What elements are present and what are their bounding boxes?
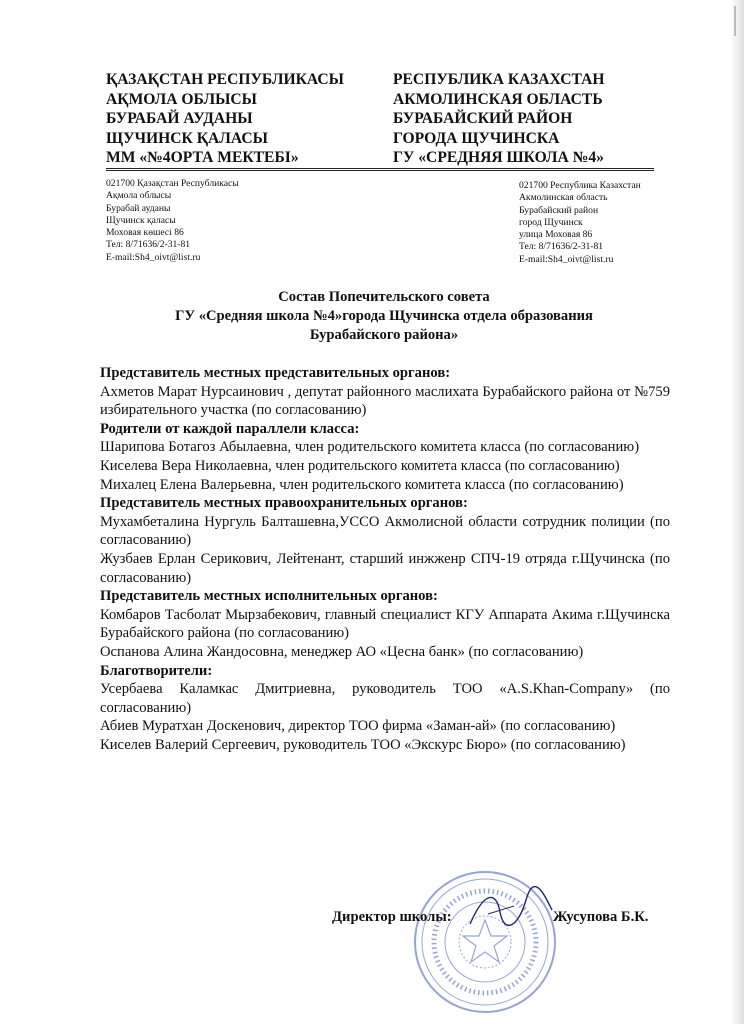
address-kz-line: Моховая көшесі 86 [106,227,184,239]
member-entry: Ахметов Марат Нурсаинович , депутат районного маслихата Бурабайского района от №759 избирательного участка (по согласованию) [100,383,670,419]
title-line: Бурабайского района» [309,327,459,343]
member-entry: Шарипова Ботагоз Абылаевна, член родительского комитета класса (по согласованию) [100,439,640,456]
header-ru-line: БУРАБАЙСКИЙ РАЙОН [393,110,573,128]
member-entry: Киселев Валерий Сергеевич, руководитель ТОО «Экскурс Бюро» (по согласованию) [100,736,626,753]
address-kazakh-block [106,178,239,264]
header-kazakh-block [106,70,344,168]
section-heading: Благотворители: [100,662,213,679]
header-ru-line: ГУ «СРЕДНЯЯ ШКОЛА №4» [393,149,604,167]
member-entry: Мухамбеталина Нургуль Балташевна,УССО Акмолисной области сотрудник полиции (по согласованию) [100,513,670,549]
address-ru-line: Бурабайский район [519,204,599,216]
address-ru-line: Тел: 8/71636/2-31-81 [519,241,604,253]
address-kz-line: Щучинск қаласы [106,214,176,226]
member-entry: Оспанова Алина Жандосовна, менеджер АО «Цесна банк» (по согласованию) [100,643,584,660]
address-kz-email: E-mail:Sh4_oivt@list.ru [106,251,201,263]
scan-edge-shadow [730,0,744,1024]
member-entry: Комбаров Тасболат Мырзабекович, главный специалист КГУ Аппарата Акима г.Щучинска Бурабайского района (по согласованию) [100,606,670,642]
address-ru-line: город Щучинск [519,216,583,228]
member-entry: Михалец Елена Валерьевна, член родительского комитета класса (по согласованию) [100,476,624,493]
header-ru-line: АКМОЛИНСКАЯ ОБЛАСТЬ [393,90,603,108]
header-divider [106,168,654,171]
address-russian-block [519,180,641,266]
title-line: ГУ «Средняя школа №4»города Щучинска отдела образования [175,308,593,324]
address-ru-line: 021700 Республика Казахстан [519,180,641,191]
section-heading: Родители от каждой параллели класса: [100,420,360,437]
address-ru-line: Акмолинская область [519,192,608,204]
document-title [100,288,668,345]
address-kz-line: 021700 Қазақстан Республикасы [106,178,239,189]
member-entry: Жузбаев Ерлан Серикович, Лейтенант, старший инжженр СПЧ-19 отряда г.Щучинска (по согласованию) [100,550,670,586]
director-name: Жусупова Б.К. [553,909,649,925]
member-entry: Абиев Муратхан Доскенович, директор ТОО фирма «Заман-ай» (по согласованию) [100,718,616,735]
signature-label: Директор школы: [332,909,452,925]
scan-corner-mark [724,6,736,36]
member-entry: Киселева Вера Николаевна, член родительского комитета класса (по согласованию) [100,457,620,474]
header-kz-line: АҚМОЛА ОБЛЫСЫ [106,90,257,108]
header-kz-line: ЩУЧИНСК ҚАЛАСЫ [106,129,268,147]
address-kz-line: Бурабай ауданы [106,202,171,214]
address-ru-email: E-mail:Sh4_oivt@list.ru [519,253,614,265]
handwritten-signature [466,884,556,934]
header-kz-line: БУРАБАЙ АУДАНЫ [106,110,253,128]
section-heading: Представитель местных правоохранительных органов: [100,495,468,512]
header-kz-line: ММ «№4ОРТА МЕКТЕБІ» [106,149,299,167]
council-members-list [100,364,670,754]
title-line: Состав Попечительского совета [278,289,490,305]
address-kz-line: Ақмола облысы [106,190,172,202]
header-russian-block [393,70,605,168]
member-entry: Усербаева Каламкас Дмитриевна, руководитель ТОО «A.S.Khan-Company» (по согласованию) [100,681,670,716]
section-heading: Представитель местных представительных органов: [100,365,451,381]
address-ru-line: улица Моховая 86 [519,229,593,241]
header-kz-line: ҚАЗАҚСТАН РЕСПУБЛИКАСЫ [106,71,344,88]
header-ru-line: РЕСПУБЛИКА КАЗАХСТАН [393,71,605,88]
address-kz-line: Тел: 8/71636/2-31-81 [106,239,191,251]
section-heading: Представитель местных исполнительных органов: [100,588,438,605]
header-ru-line: ГОРОДА ЩУЧИНСКА [393,129,560,147]
